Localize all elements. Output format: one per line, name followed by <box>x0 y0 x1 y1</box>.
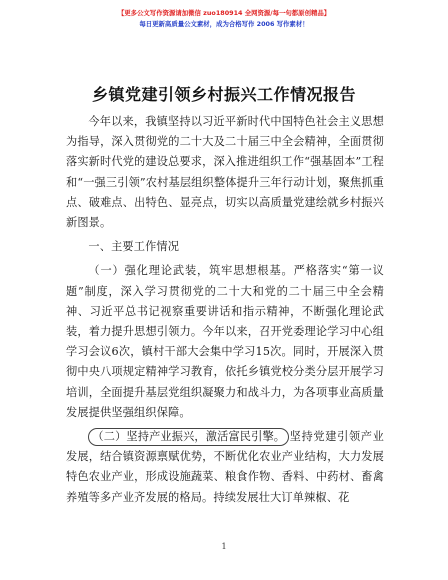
subsection-2-paragraph <box>66 427 384 508</box>
document-body <box>66 112 384 512</box>
page-number: 1 <box>221 542 227 551</box>
intro-paragraph: 今年以来，我镇坚持以习近平新时代中国特色社会主义思想为指导，深入贯彻党的二十大及二十届三中全会精神，全面贯彻落实新时代党的建设总要求，深入推进组织工作“强基固本”工程和“一强三引领”农村基层组织整体提升三年行动计划，聚焦抓重点、破难点、出特色、显亮点，切实以高质量党建绘就乡村振兴新图景。 <box>66 115 384 230</box>
promo-banner-line-1: 【更多公文写作资源请加微信 zuo180914 全网资源/每一句都原创精品】 <box>117 9 331 17</box>
subsection-1-text: 严格落实“第一议题”制度，深入学习贯彻党的二十大和党的二十届三中全会精神、习近平总书记视察重要讲话和指示精神，不断强化理论武装，着力提升思想引领力。今年以来，召开党委理论学习中心组学习会议6次，镇村干部大会集中学习15次。同时，开展深入贯彻中央八项规定精神学习教育，依托乡镇党校分类分层开展学习培训，全面提升基层党组织凝聚力和战斗力，为各项事业高质量发展提供坚强组织保障。 <box>66 264 384 419</box>
subsection-2-text: 坚持党建引领产业发展，结合镇资源禀赋优势，不断优化农业产业结构，大力发展特色农业产业，形成设施蔬菜、粮食作物、香料、中药材、畜禽养殖等多产业齐发展的格局。持续发展壮大订单辣椒、花 <box>66 430 384 504</box>
promo-banner <box>0 8 448 30</box>
subsection-1-paragraph <box>66 261 384 423</box>
section-heading-main-work: 一、主要工作情况 <box>88 240 180 254</box>
promo-banner-line-2: 每日更新高质量公文素材，成为合格写作 2006 写作素材！ <box>139 20 309 28</box>
document-title: 乡镇党建引领乡村振兴工作情况报告 <box>91 85 356 104</box>
subsection-2-heading: （二）坚持产业振兴，激活富民引擎。 <box>88 428 289 446</box>
subsection-1-heading: （一）强化理论武装，筑牢思想根基。 <box>88 264 294 278</box>
